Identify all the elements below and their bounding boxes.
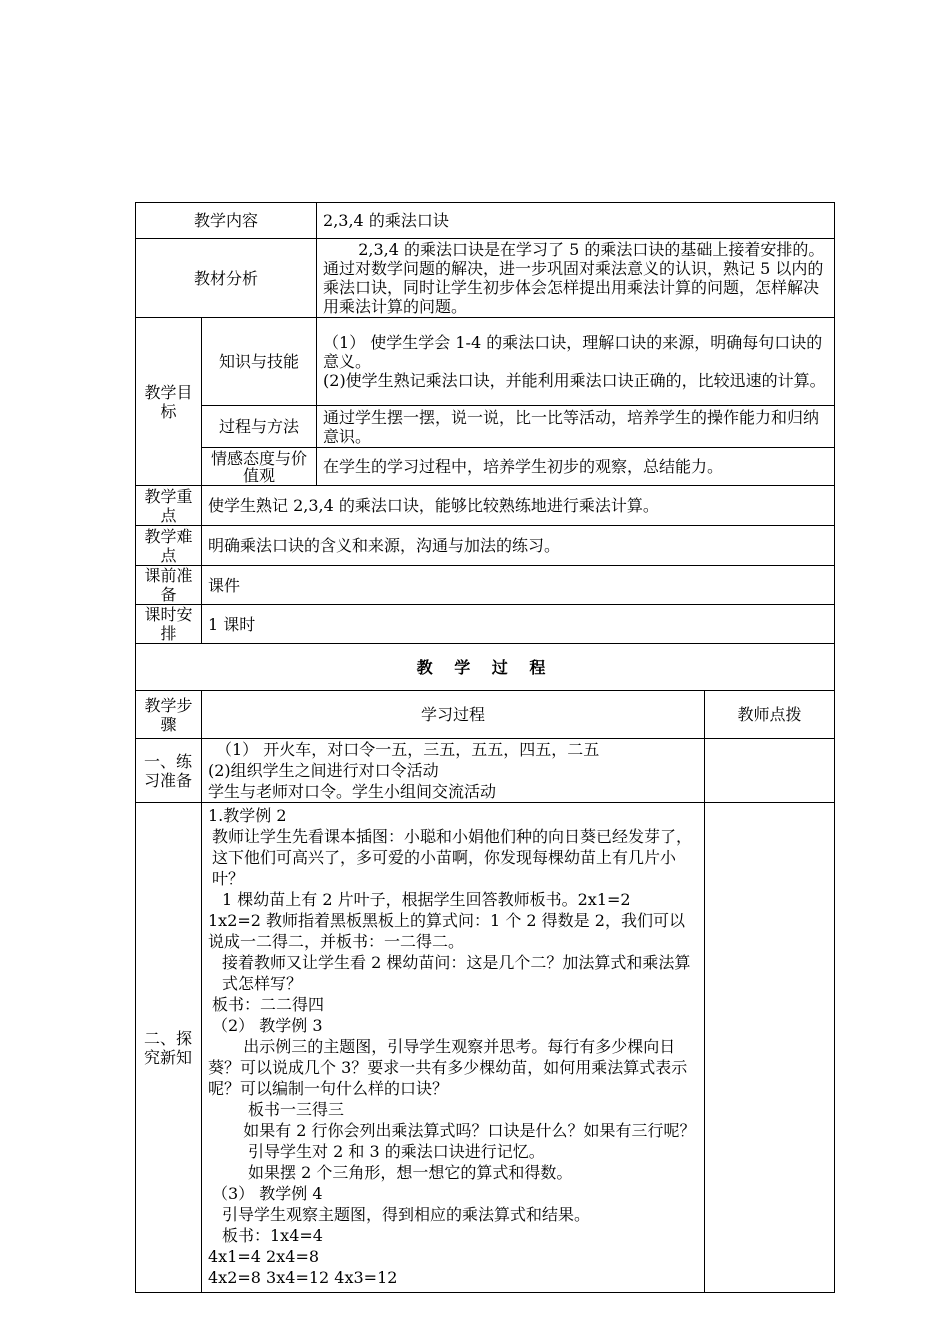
process-method-label: 过程与方法 bbox=[202, 406, 317, 448]
analysis-text: 2,3,4 的乘法口诀是在学习了 5 的乘法口诀的基础上接着安排的。通过对数学问题的解决，进一步巩固对乘法意义的认识，熟记 5 以内的乘法口诀，同时让学生初步体会怎样提出用乘法计算的问题，怎样解决用乘法计算的问题。 bbox=[317, 239, 835, 318]
objectives-label: 教学目标 bbox=[136, 318, 202, 486]
row-process-method bbox=[136, 406, 835, 448]
step2-line: 板书一三得三 bbox=[248, 1100, 345, 1119]
step2-teacher-note bbox=[705, 803, 835, 1293]
row-process-title bbox=[136, 644, 835, 691]
process-title: 教 学 过 程 bbox=[136, 644, 835, 691]
knowledge-text bbox=[317, 318, 835, 406]
step2-line: （2） 教学例 3 bbox=[212, 1016, 323, 1035]
difficulty-label: 教学难点 bbox=[136, 526, 202, 566]
schedule-label: 课时安排 bbox=[136, 605, 202, 644]
emotion-text: 在学生的学习过程中，培养学生初步的观察，总结能力。 bbox=[317, 448, 835, 486]
col-learning-header: 学习过程 bbox=[202, 691, 705, 739]
step2-line: 4x1=4 2x4=8 bbox=[208, 1247, 320, 1266]
knowledge-item-1: （1） 使学生学会 1-4 的乘法口诀，理解口诀的来源，明确每句口诀的意义。 bbox=[323, 333, 823, 371]
analysis-label: 教材分析 bbox=[136, 239, 317, 318]
difficulty-text: 明确乘法口诀的含义和来源，沟通与加法的练习。 bbox=[202, 526, 835, 566]
row-knowledge bbox=[136, 318, 835, 406]
preparation-text: 课件 bbox=[202, 566, 835, 605]
key-point-label: 教学重点 bbox=[136, 486, 202, 526]
process-method-text: 通过学生摆一摆，说一说，比一比等活动，培养学生的操作能力和归纳意识。 bbox=[317, 406, 835, 448]
row-difficulty bbox=[136, 526, 835, 566]
step2-line: （3） 教学例 4 bbox=[212, 1184, 323, 1203]
step2-line: 接着教师又让学生看 2 棵幼苗问：这是几个二？加法算式和乘法算式怎样写？ bbox=[222, 953, 691, 993]
step2-line: 如果有 2 行你会列出乘法算式吗？口诀是什么？如果有三行呢？ bbox=[243, 1121, 696, 1140]
step2-line: 引导学生观察主题图，得到相应的乘法算式和结果。 bbox=[222, 1205, 591, 1224]
row-key-point bbox=[136, 486, 835, 526]
row-process-header bbox=[136, 691, 835, 739]
step1-label: 一、练习准备 bbox=[136, 739, 202, 803]
col-teacher-header: 教师点拨 bbox=[705, 691, 835, 739]
step2-line: 引导学生对 2 和 3 的乘法口诀进行记忆。 bbox=[248, 1142, 545, 1161]
content-label: 教学内容 bbox=[136, 203, 317, 239]
col-steps-header: 教学步骤 bbox=[136, 691, 202, 739]
emotion-label: 情感态度与价值观 bbox=[202, 448, 317, 486]
step1-line: (2)组织学生之间进行对口令活动 bbox=[208, 761, 439, 780]
knowledge-label: 知识与技能 bbox=[202, 318, 317, 406]
step1-line: 学生与老师对口令。学生小组间交流活动 bbox=[208, 782, 497, 801]
lesson-plan-table bbox=[135, 202, 835, 1293]
step1-teacher-note bbox=[705, 739, 835, 803]
step2-content bbox=[202, 803, 705, 1293]
step2-line: 1x2=2 教师指着黑板黑板上的算式问：1 个 2 得数是 2，我们可以说成一二得二，并板书：一二得二。 bbox=[208, 911, 685, 951]
key-point-text: 使学生熟记 2,3,4 的乘法口诀，能够比较熟练地进行乘法计算。 bbox=[202, 486, 835, 526]
row-schedule bbox=[136, 605, 835, 644]
step2-line: 1.教学例 2 bbox=[208, 806, 287, 825]
step1-line: （1） 开火车，对口令一五，三五，五五，四五，二五 bbox=[216, 740, 600, 759]
step2-line: 板书：二二得四 bbox=[212, 995, 325, 1014]
step2-line: 如果摆 2 个三角形，想一想它的算式和得数。 bbox=[248, 1163, 573, 1182]
row-content bbox=[136, 203, 835, 239]
step2-line: 出示例三的主题图，引导学生观察并思考。每行有多少棵向日葵？可以说成几个 3？要求一共有多少棵幼苗，如何用乘法算式表示呢？可以编制一句什么样的口诀？ bbox=[208, 1037, 688, 1098]
schedule-text: 1 课时 bbox=[202, 605, 835, 644]
step2-line: 教师让学生先看课本插图：小聪和小娟他们种的向日葵已经发芽了，这下他们可高兴了，多可爱的小苗啊，你发现每棵幼苗上有几片小叶？ bbox=[212, 827, 693, 888]
step2-line: 1 棵幼苗上有 2 片叶子，根据学生回答教师板书。2x1=2 bbox=[222, 890, 631, 909]
row-preparation bbox=[136, 566, 835, 605]
row-emotion bbox=[136, 448, 835, 486]
step2-line: 板书：1x4=4 bbox=[222, 1226, 323, 1245]
row-analysis bbox=[136, 239, 835, 318]
step2-line: 4x2=8 3x4=12 4x3=12 bbox=[208, 1268, 398, 1287]
step1-content bbox=[202, 739, 705, 803]
content-value: 2,3,4 的乘法口诀 bbox=[317, 203, 835, 239]
preparation-label: 课前准备 bbox=[136, 566, 202, 605]
knowledge-item-2: (2)使学生熟记乘法口诀，并能利用乘法口诀正确的，比较迅速的计算。 bbox=[323, 371, 826, 390]
row-step-1 bbox=[136, 739, 835, 803]
step2-label: 二、探究新知 bbox=[136, 803, 202, 1293]
row-step-2 bbox=[136, 803, 835, 1293]
